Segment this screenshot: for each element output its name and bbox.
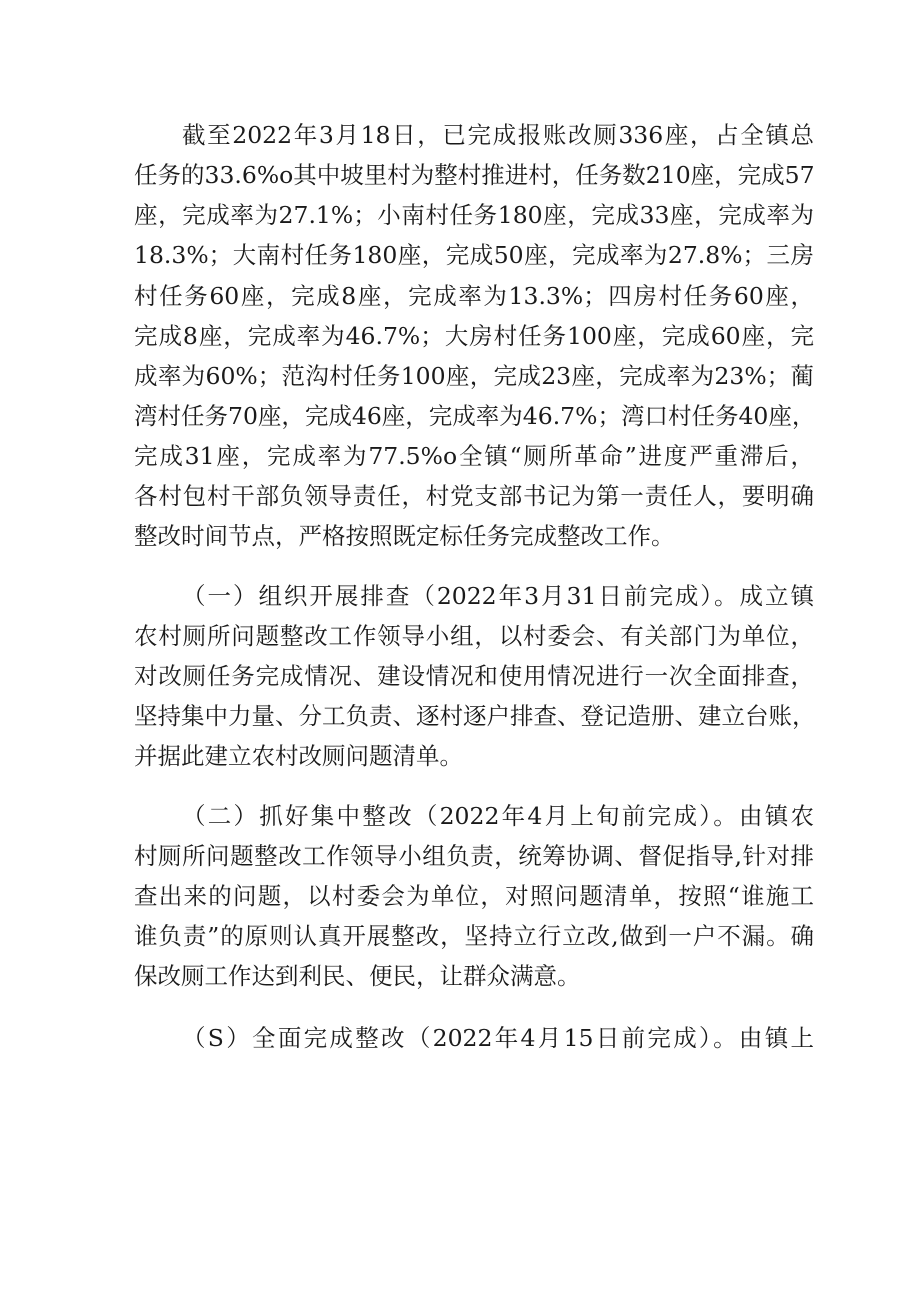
- step-1-line-1: （一）组织开展排查（2022年3月31日前完成）。成立镇: [182, 582, 814, 610]
- summary-line-2: 任务的33.6%o其中坡里村为整村推进村，任务数210座，完成57: [134, 161, 815, 189]
- step-1-line-3: 对改厕任务完成情况、建设情况和使用情况进行一次全面排查，: [134, 662, 814, 690]
- summary-line-5: 村任务60座，完成8座，完成率为13.3%；四房村任务60座，: [134, 282, 814, 310]
- step-2-line-1: （二）抓好集中整改（2022年4月上旬前完成）。由镇农: [182, 802, 814, 830]
- step-2-line-3: 查出来的问题，以村委会为单位，对照问题清单，按照“谁施工: [134, 882, 814, 910]
- step-1-line-5: 并据此建立农村改厕问题清单。: [134, 742, 463, 770]
- step-2-line-4: 谁负责”的原则认真开展整改，坚持立行立改,做到一户不漏。确: [134, 922, 814, 950]
- summary-line-11: 整改时间节点，严格按照既定标任务完成整改工作。: [134, 522, 675, 550]
- step-1-line-4: 坚持集中力量、分工负责、逐村逐户排查、登记造册、建立台账，: [134, 702, 816, 730]
- summary-line-6: 完成8座，完成率为46.7%；大房村任务100座，完成60座，完: [134, 322, 814, 350]
- step-3-line-1: （S）全面完成整改（2022年4月15日前完成）。由镇上: [182, 1024, 814, 1052]
- summary-line-10: 各村包村干部负领导责任，村党支部书记为第一责任人，要明确: [134, 482, 814, 510]
- step-1-line-2: 农村厕所问题整改工作领导小组，以村委会、有关部门为单位，: [134, 622, 814, 650]
- step-2-line-2: 村厕所问题整改工作领导小组负责，统筹协调、督促指导,针对排: [134, 842, 814, 870]
- summary-line-4: 18.3%；大南村任务180座，完成50座，完成率为27.8%；三房: [134, 241, 814, 269]
- step-2-line-5: 保改厕工作达到利民、便民，让群众满意。: [134, 962, 581, 990]
- summary-line-8: 湾村任务70座，完成46座，完成率为46.7%；湾口村任务40座，: [134, 402, 816, 430]
- summary-line-3: 座，完成率为27.1%；小南村任务180座，完成33座，完成率为: [134, 201, 814, 229]
- summary-line-1: 截至2022年3月18日，已完成报账改厕336座，占全镇总: [182, 121, 814, 149]
- summary-line-9: 完成31座，完成率为77.5%o全镇“厕所革命”进度严重滞后，: [134, 442, 814, 470]
- summary-line-7: 成率为60%；范沟村任务100座，完成23座，完成率为23%；蔺: [134, 362, 814, 390]
